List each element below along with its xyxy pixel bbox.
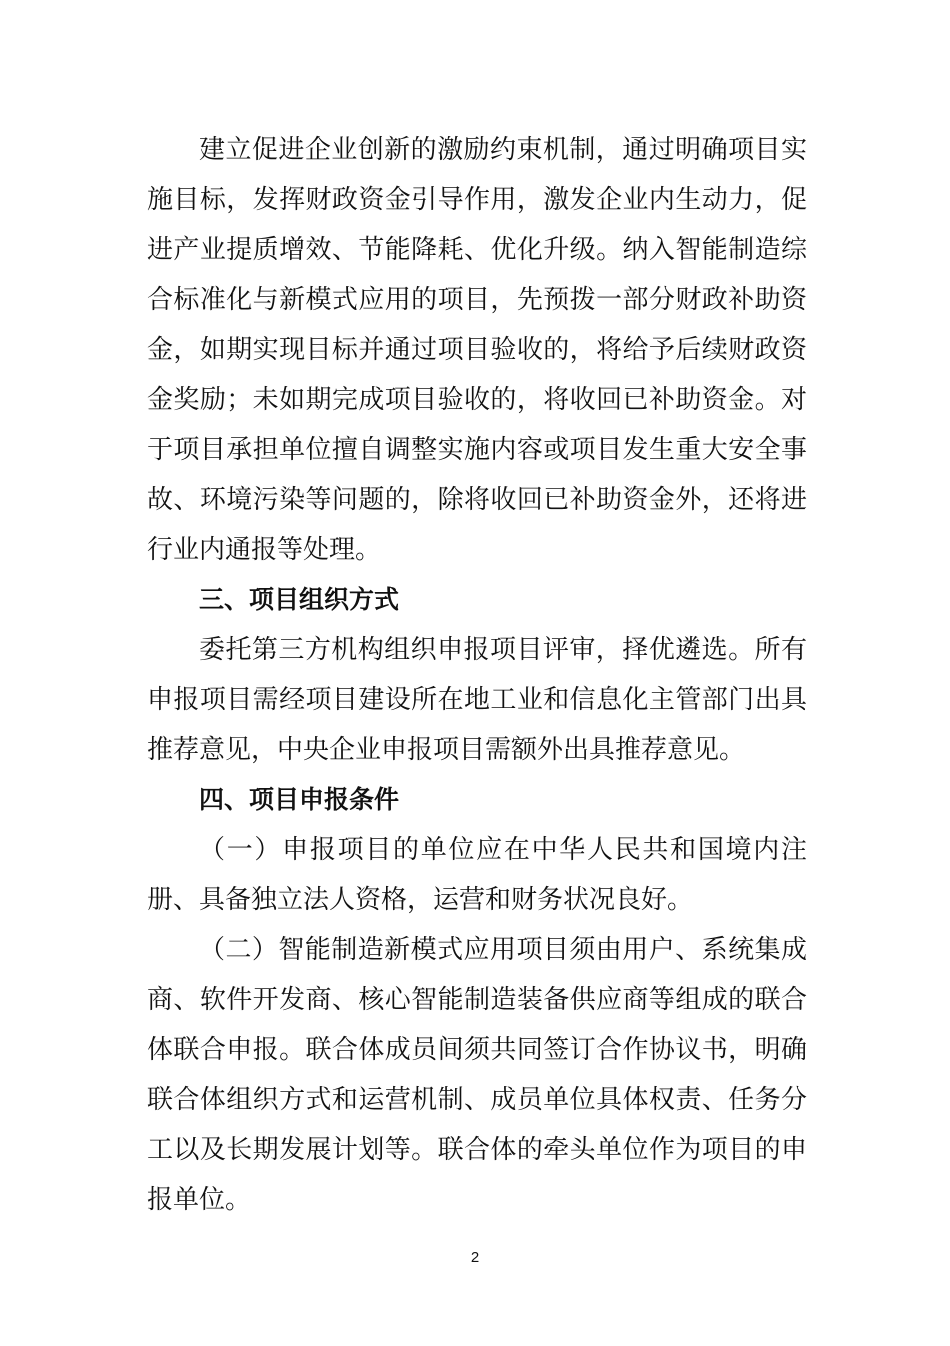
- section-4-item-2-line-4: 联合体组织方式和运营机制、成员单位具体权责、任务分: [147, 1085, 807, 1115]
- paragraph-1-line-2: 施目标，发挥财政资金引导作用，激发企业内生动力，促: [147, 185, 807, 215]
- section-3-line-1: 委托第三方机构组织申报项目评审，择优遴选。所有: [199, 635, 807, 665]
- paragraph-1-line-7: 于项目承担单位擅自调整实施内容或项目发生重大安全事: [147, 435, 807, 465]
- section-4-item-2-line-2: 商、软件开发商、核心智能制造装备供应商等组成的联合: [147, 985, 807, 1015]
- section-3-line-2: 申报项目需经项目建设所在地工业和信息化主管部门出具: [147, 685, 807, 715]
- paragraph-1-line-4: 合标准化与新模式应用的项目，先预拨一部分财政补助资: [147, 285, 807, 315]
- paragraph-1-line-3: 进产业提质增效、节能降耗、优化升级。纳入智能制造综: [147, 235, 807, 265]
- paragraph-1-line-5: 金，如期实现目标并通过项目验收的，将给予后续财政资: [147, 335, 807, 365]
- section-4-item-2-line-6: 报单位。: [147, 1185, 252, 1215]
- section-4-item-2-line-3: 体联合申报。联合体成员间须共同签订合作协议书，明确: [147, 1035, 807, 1065]
- section-4-heading: 四、项目申报条件: [199, 785, 400, 814]
- paragraph-1-line-1: 建立促进企业创新的激励约束机制，通过明确项目实: [199, 135, 807, 165]
- section-3-line-3: 推荐意见，中央企业申报项目需额外出具推荐意见。: [147, 735, 746, 765]
- section-3-heading: 三、项目组织方式: [199, 585, 400, 614]
- section-4-item-2-line-5: 工以及长期发展计划等。联合体的牵头单位作为项目的申: [147, 1135, 807, 1165]
- section-4-item-1-line-2: 册、具备独立法人资格，运营和财务状况良好。: [147, 885, 694, 915]
- paragraph-1-line-8: 故、环境污染等问题的，除将收回已补助资金外，还将进: [147, 485, 807, 515]
- paragraph-1-line-9: 行业内通报等处理。: [147, 535, 382, 565]
- page-number: 2: [470, 1249, 480, 1266]
- section-4-item-1-line-1: （一）申报项目的单位应在中华人民共和国境内注: [199, 835, 807, 865]
- paragraph-1-line-6: 金奖励；未如期完成项目验收的，将收回已补助资金。对: [147, 385, 807, 415]
- section-4-item-2-line-1: （二）智能制造新模式应用项目须由用户、系统集成: [199, 935, 807, 965]
